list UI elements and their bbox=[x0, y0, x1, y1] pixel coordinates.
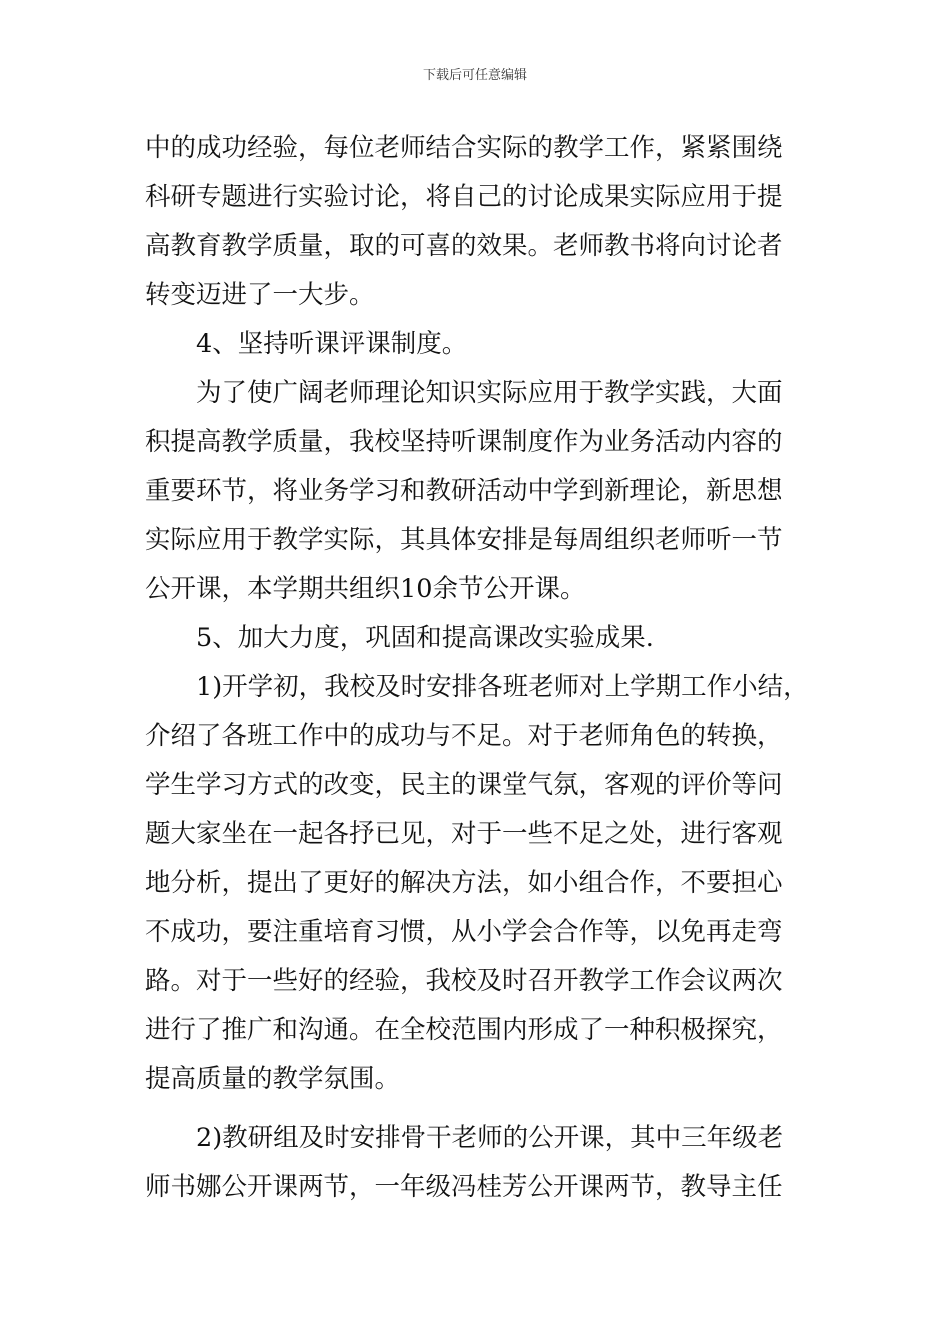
text-line: 实际应用于教学实际，其具体安排是每周组织老师听一节 bbox=[145, 525, 783, 555]
text-line: 积提高教学质量，我校坚持听课制度作为业务活动内容的 bbox=[145, 427, 783, 457]
paragraph-gap bbox=[145, 1104, 825, 1114]
text-line: 师书娜公开课两节，一年级冯桂芳公开课两节，教导主任 bbox=[145, 1172, 783, 1202]
text-line: 进行了推广和沟通。在全校范围内形成了一种积极探究， bbox=[145, 1015, 783, 1045]
text-line: 2)教研组及时安排骨干老师的公开课，其中三年级老 bbox=[145, 1123, 784, 1153]
section-heading-4: 4、坚持听课评课制度。 bbox=[145, 329, 468, 359]
text-line: 中的成功经验，每位老师结合实际的教学工作，紧紧围绕 bbox=[145, 133, 783, 163]
text-line: 路。对于一些好的经验，我校及时召开教学工作会议两次 bbox=[145, 966, 783, 996]
text-line: 转变迈进了一大步。 bbox=[145, 280, 375, 310]
text-line: 题大家坐在一起各抒已见，对于一些不足之处，进行客观 bbox=[145, 819, 783, 849]
text-line: 公开课，本学期共组织10余节公开课。 bbox=[145, 574, 586, 604]
text-line: 科研专题进行实验讨论，将自己的讨论成果实际应用于提 bbox=[145, 182, 783, 212]
page-header: 下载后可任意编辑 bbox=[422, 68, 527, 83]
text-line: 地分析，提出了更好的解决方法，如小组合作，不要担心 bbox=[145, 868, 783, 898]
text-line: 不成功，要注重培育习惯，从小学会合作等，以免再走弯 bbox=[145, 917, 783, 947]
text-line: 介绍了各班工作中的成功与不足。对于老师角色的转换， bbox=[145, 721, 783, 751]
text-line: 学生学习方式的改变，民主的课堂气氛，客观的评价等问 bbox=[145, 770, 783, 800]
text-line: 高教育教学质量，取的可喜的效果。老师教书将向讨论者 bbox=[145, 231, 783, 261]
text-line: 提高质量的教学氛围。 bbox=[145, 1064, 401, 1094]
section-heading-5: 5、加大力度，巩固和提高课改实验成果. bbox=[145, 623, 654, 653]
text-line: 重要环节，将业务学习和教研活动中学到新理论，新思想 bbox=[145, 476, 783, 506]
text-line: 为了使广阔老师理论知识实际应用于教学实践，大面 bbox=[145, 378, 783, 408]
text-line: 1)开学初，我校及时安排各班老师对上学期工作小结， bbox=[145, 672, 809, 702]
body-text bbox=[145, 124, 825, 1212]
